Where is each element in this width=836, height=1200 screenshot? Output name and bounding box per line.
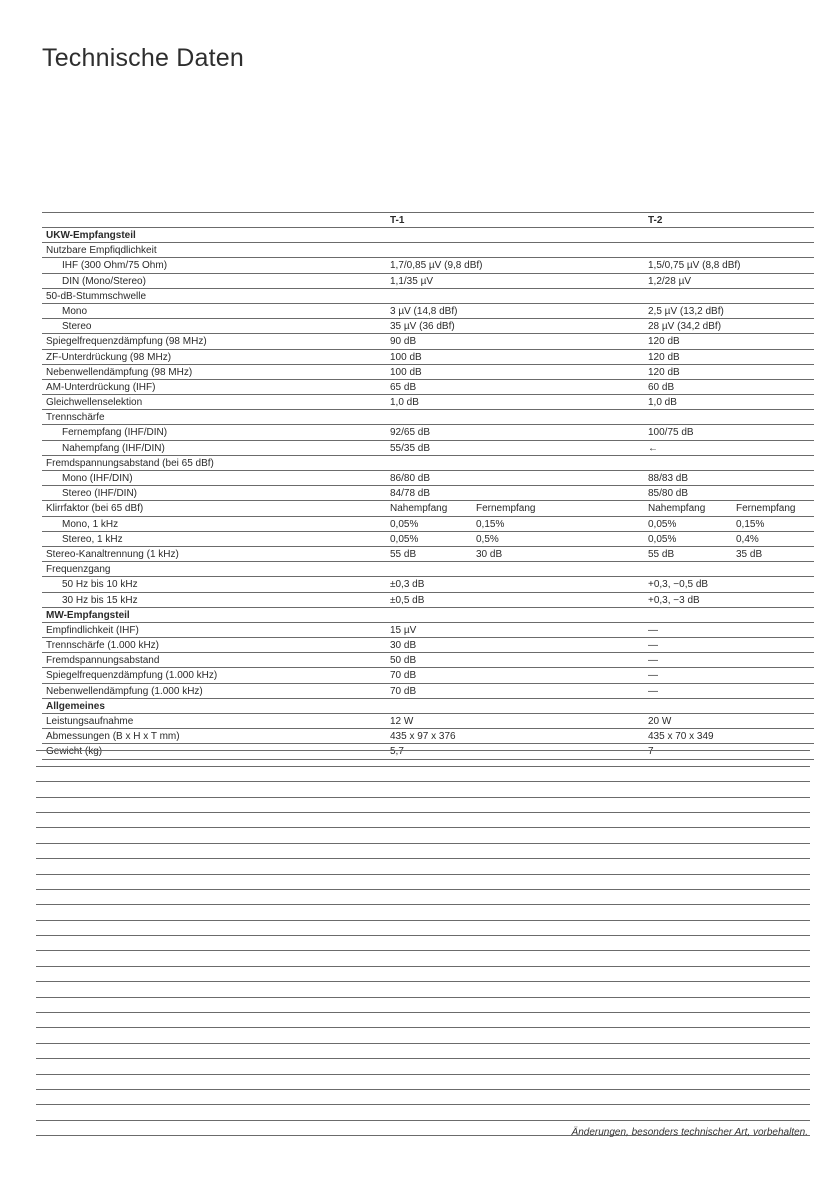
value-t2: 7 [648, 746, 654, 758]
table-row [42, 258, 814, 273]
table-row [42, 425, 814, 440]
value-t2-secondary: Fernempfang [736, 503, 796, 515]
row-label: 50-dB-Stummschwelle [46, 290, 147, 302]
value-t2: 100/75 dB [648, 427, 694, 439]
value-t1: 5,7 [390, 746, 404, 758]
ruled-line [36, 1075, 810, 1090]
row-label: Stereo (IHF/DIN) [62, 488, 138, 500]
table-row [42, 334, 814, 349]
table-row [42, 501, 814, 516]
row-label: 30 Hz bis 15 kHz [62, 594, 138, 606]
ruled-line [36, 1013, 810, 1028]
value-t2: Nahempfang [648, 503, 706, 515]
ruled-line [36, 890, 810, 905]
row-label: Fernempfang (IHF/DIN) [62, 427, 168, 439]
row-label: Stereo [62, 321, 92, 333]
row-label: 50 Hz bis 10 kHz [62, 579, 138, 591]
row-label: Empfindlichkeit (IHF) [46, 624, 139, 636]
ruled-line [36, 844, 810, 859]
footer-note: Änderungen, besonders technischer Art, vorbehalten. [571, 1127, 808, 1138]
row-label: ZF-Unterdrückung (98 MHz) [46, 351, 172, 363]
value-t1: 1,7/0,85 µV (9,8 dBf) [390, 260, 483, 272]
value-t1: 70 dB [390, 685, 417, 697]
value-t1-secondary: Fernempfang [476, 503, 536, 515]
ruled-line [36, 998, 810, 1013]
value-t2: — [648, 624, 658, 636]
ruled-line [36, 1028, 810, 1043]
table-row [42, 441, 814, 456]
value-t2: 85/80 dB [648, 488, 689, 500]
value-t1: 12 W [390, 716, 414, 727]
value-t1: ±0,5 dB [390, 594, 425, 606]
table-row [42, 274, 814, 289]
row-label: Stereo, 1 kHz [62, 533, 123, 545]
page-title: Technische Daten [42, 44, 244, 72]
section-header-row [42, 228, 814, 243]
row-label: UKW-Empfangsteil [46, 230, 136, 241]
ruled-line [36, 767, 810, 782]
value-t1: 1,0 dB [390, 397, 419, 409]
value-t2: +0,3, −0,5 dB [648, 579, 709, 591]
spec-table [42, 212, 814, 760]
table-row [42, 593, 814, 608]
value-t1: 0,05% [390, 518, 419, 530]
value-t1: 92/65 dB [390, 427, 431, 439]
table-row [42, 395, 814, 410]
table-row [42, 577, 814, 592]
value-t2: 88/83 dB [648, 473, 689, 484]
value-t1: 30 dB [390, 640, 417, 652]
row-label: Gleichwellenselektion [46, 397, 143, 409]
table-row [42, 532, 814, 547]
table-row [42, 319, 814, 334]
row-label: IHF (300 Ohm/75 Ohm) [62, 260, 168, 272]
value-t2: — [648, 685, 658, 697]
table-row [42, 638, 814, 653]
value-t1-secondary: 0,15% [476, 518, 505, 530]
table-row [42, 486, 814, 501]
value-t2: 0,05% [648, 533, 677, 545]
ruled-line [36, 1090, 810, 1105]
row-label: DIN (Mono/Stereo) [62, 275, 146, 287]
ruled-line [36, 798, 810, 813]
value-t2: 1,2/28 µV [648, 275, 692, 287]
table-row [42, 380, 814, 395]
row-label: Trennschärfe (1.000 kHz) [46, 640, 160, 652]
value-t1-secondary: 0,5% [476, 533, 499, 545]
row-label: Frequenzgang [46, 564, 111, 576]
table-row [42, 365, 814, 380]
row-label: Spiegelfrequenzdämpfung (98 MHz) [46, 336, 207, 348]
table-row [42, 668, 814, 683]
ruled-line [36, 859, 810, 874]
value-t2: 28 µV (34,2 dBf) [648, 321, 722, 333]
table-row [42, 350, 814, 365]
row-label: Fremdspannungsabstand [46, 655, 160, 667]
ruled-line [36, 967, 810, 982]
ruled-line [36, 782, 810, 797]
ruled-line [36, 921, 810, 936]
value-t1: Nahempfang [390, 503, 448, 515]
value-t1: 100 dB [390, 366, 422, 378]
value-t2: 1,0 dB [648, 397, 677, 409]
section-header-row [42, 699, 814, 714]
value-t1: 55/35 dB [390, 442, 431, 454]
value-t1: 86/80 dB [390, 473, 431, 484]
table-row [42, 562, 814, 577]
ruled-line [36, 1059, 810, 1074]
row-label: MW-Empfangsteil [46, 609, 130, 621]
table-row [42, 243, 814, 258]
row-label: Nebenwellendämpfung (1.000 kHz) [46, 685, 203, 697]
row-label: AM-Unterdrückung (IHF) [46, 381, 156, 393]
value-t2: 2,5 µV (13,2 dBf) [648, 305, 724, 317]
ruled-line [36, 751, 810, 766]
value-t2: 0,05% [648, 518, 677, 530]
blank-ruled-lines [36, 736, 810, 1136]
value-t1: 70 dB [390, 670, 417, 682]
value-t1: 90 dB [390, 336, 417, 348]
row-label: Fremdspannungsabstand (bei 65 dBf) [46, 457, 214, 469]
value-t1: 35 µV (36 dBf) [390, 321, 455, 333]
value-t2: 120 dB [648, 336, 680, 348]
table-header-row [42, 212, 814, 228]
ruled-line [36, 1044, 810, 1059]
value-t2: 1,5/0,75 µV (8,8 dBf) [648, 260, 741, 272]
table-row [42, 653, 814, 668]
row-label: Gewicht (kg) [46, 746, 103, 758]
value-t1: 435 x 97 x 376 [390, 731, 456, 743]
value-t1: 65 dB [390, 381, 417, 393]
table-row [42, 623, 814, 638]
row-label: Mono, 1 kHz [62, 518, 119, 530]
row-label: Spiegelfrequenzdämpfung (1.000 kHz) [46, 670, 218, 682]
ruled-line [36, 736, 810, 751]
ruled-line [36, 875, 810, 890]
column-header-t1: T-1 [390, 215, 405, 226]
value-t2: — [648, 640, 658, 652]
table-row [42, 289, 814, 304]
value-t2-secondary: 0,4% [736, 533, 759, 545]
column-header-t2: T-2 [648, 215, 663, 226]
value-t1: ±0,3 dB [390, 579, 425, 591]
table-row [42, 410, 814, 425]
value-t2: +0,3, −3 dB [648, 594, 700, 606]
row-label: Abmessungen (B x H x T mm) [46, 731, 180, 743]
value-t1: 55 dB [390, 548, 417, 560]
ruled-line [36, 813, 810, 828]
value-t1: 100 dB [390, 351, 422, 363]
value-t2-secondary: 35 dB [736, 548, 763, 560]
row-label: Stereo-Kanaltrennung (1 kHz) [46, 548, 179, 560]
row-label: Mono (IHF/DIN) [62, 473, 133, 484]
value-t2: — [648, 655, 658, 667]
row-label: Trennschärfe [46, 412, 105, 424]
value-t1: 84/78 dB [390, 488, 431, 500]
table-row [42, 456, 814, 471]
ruled-line [36, 951, 810, 966]
row-label: Mono [62, 305, 88, 317]
table-row [42, 547, 814, 562]
row-label: Klirrfaktor (bei 65 dBf) [46, 503, 144, 515]
ruled-line [36, 828, 810, 843]
row-label: Allgemeines [46, 700, 105, 712]
value-t2-secondary: 0,15% [736, 518, 765, 530]
ruled-line [36, 905, 810, 920]
row-label: Nutzbare Empfiqdlichkeit [46, 245, 157, 257]
table-row [42, 517, 814, 532]
value-t2: 60 dB [648, 381, 675, 393]
row-label: Nahempfang (IHF/DIN) [62, 442, 165, 454]
table-row [42, 714, 814, 729]
value-t1: 15 µV [390, 624, 417, 636]
value-t1: 3 µV (14,8 dBf) [390, 305, 458, 317]
value-t1-secondary: 30 dB [476, 548, 503, 560]
value-t2: 55 dB [648, 548, 675, 560]
value-t2: 120 dB [648, 366, 680, 378]
ruled-line [36, 1105, 810, 1120]
value-t2: — [648, 670, 658, 682]
spec-rows [42, 228, 814, 760]
value-t2: ← [648, 442, 658, 454]
value-t2: 20 W [648, 716, 672, 727]
table-row [42, 304, 814, 319]
ruled-line [36, 982, 810, 997]
section-header-row [42, 608, 814, 623]
table-row [42, 684, 814, 699]
value-t1: 50 dB [390, 655, 417, 667]
value-t2: 435 x 70 x 349 [648, 731, 714, 743]
value-t2: 120 dB [648, 351, 680, 363]
row-label: Nebenwellendämpfung (98 MHz) [46, 366, 193, 378]
table-row [42, 471, 814, 486]
ruled-line [36, 936, 810, 951]
value-t1: 0,05% [390, 533, 419, 545]
row-label: Leistungsaufnahme [46, 716, 134, 727]
value-t1: 1,1/35 µV [390, 275, 434, 287]
